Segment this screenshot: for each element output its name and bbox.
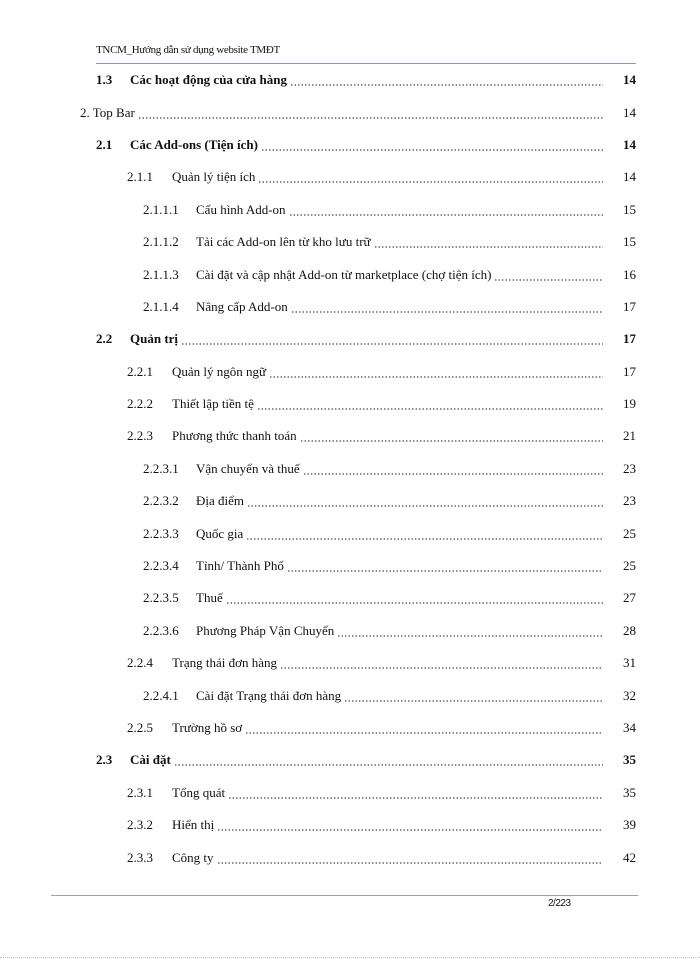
toc-entry[interactable] <box>0 161 700 193</box>
toc-entry[interactable] <box>0 388 700 420</box>
toc-entry[interactable] <box>0 809 700 841</box>
toc-entry-number: 2.3.2 <box>127 817 153 833</box>
dot-leader <box>247 505 603 507</box>
toc-entry-number: 1.3 <box>96 72 113 88</box>
toc-entry[interactable] <box>0 517 700 549</box>
toc-entry-title: Cài đặt <box>130 752 171 768</box>
toc-entry-number: 2.1.1.2 <box>143 234 179 250</box>
toc-entry-title: Vận chuyển và thuế <box>196 460 300 476</box>
toc-entry-number: 2.2.5 <box>127 720 153 735</box>
dot-leader <box>217 862 603 864</box>
toc-entry-title: Cấu hình Add-on <box>196 201 286 217</box>
toc-entry-number: 2.2.3.1 <box>143 460 179 476</box>
toc-entry-title: Quản lý tiện ích <box>172 169 256 185</box>
toc-entry[interactable] <box>0 226 700 258</box>
toc-entry-title: Trạng thái đơn hàng <box>172 655 277 671</box>
dot-leader <box>300 440 603 442</box>
toc-entry-title: Hiển thị <box>172 817 215 833</box>
dot-leader <box>494 279 603 281</box>
toc-entry-title: Các hoạt động của cửa hàng <box>130 72 287 88</box>
toc-entry-number: 2.2.3.3 <box>143 525 179 541</box>
toc-entry[interactable] <box>0 420 700 452</box>
toc-entry-number: 2.2 <box>96 331 113 347</box>
dot-leader <box>280 667 603 669</box>
page-number: 2/223 <box>548 898 571 909</box>
toc-entry-page: 16 <box>623 266 636 282</box>
toc-entry[interactable] <box>0 550 700 582</box>
dot-leader <box>226 602 603 604</box>
dot-leader <box>269 376 603 378</box>
toc-entry-page: 23 <box>623 460 636 476</box>
toc-entry[interactable] <box>0 744 700 776</box>
toc-entry[interactable] <box>0 582 700 614</box>
toc-entry-number: 2.2.3.4 <box>143 558 179 574</box>
toc-entry-page: 42 <box>623 849 636 865</box>
toc-entry-page: 15 <box>623 201 636 217</box>
dot-leader <box>174 764 603 766</box>
toc-entry-number: 2.2.3 <box>127 428 153 444</box>
toc-entry-page: 14 <box>623 104 636 120</box>
dot-leader <box>337 635 603 637</box>
toc-entry[interactable] <box>0 679 700 711</box>
toc-entry-number: 2.3.3 <box>127 849 153 865</box>
toc-entry-title: Tổng quát <box>172 784 226 800</box>
dot-leader <box>344 700 603 702</box>
toc-entry-page: 35 <box>623 752 636 768</box>
toc-entry-number: 2.2.4 <box>127 655 153 671</box>
toc-entry[interactable] <box>0 647 700 679</box>
dot-leader <box>287 570 603 572</box>
toc-entry-number: 2.2.1 <box>127 363 153 379</box>
toc-entry-page: 14 <box>623 72 636 88</box>
toc-entry-page: 31 <box>623 655 636 671</box>
toc-entry-title: Cài đặt Trạng thái đơn hàng <box>196 687 342 703</box>
toc-entry[interactable] <box>0 485 700 517</box>
toc-entry[interactable] <box>0 323 700 355</box>
toc-entry[interactable] <box>0 453 700 485</box>
page-boundary <box>0 957 700 958</box>
toc-entry-number: 2.1.1.4 <box>143 298 179 314</box>
toc-entry-page: 28 <box>623 622 636 638</box>
dot-leader <box>138 117 603 119</box>
toc-entry-number: 2.2.3.6 <box>143 622 179 638</box>
dot-leader <box>257 408 603 410</box>
toc-entry[interactable] <box>0 258 700 290</box>
dot-leader <box>290 84 603 86</box>
toc-entry-title: Cài đặt và cập nhật Add-on từ marketplace (chợ tiện ích) <box>196 266 492 282</box>
table-of-contents <box>0 64 700 874</box>
toc-entry-page: 25 <box>623 525 636 541</box>
toc-entry[interactable] <box>0 841 700 873</box>
toc-entry-page: 35 <box>623 784 636 800</box>
toc-entry-number: 2.1.1.1 <box>143 201 179 217</box>
dot-leader <box>217 829 603 831</box>
dot-leader <box>261 149 603 151</box>
toc-entry-page: 15 <box>623 234 636 250</box>
dot-leader <box>291 311 603 313</box>
dot-leader <box>289 214 603 216</box>
toc-entry[interactable] <box>0 194 700 226</box>
dot-leader <box>303 473 603 475</box>
dot-leader <box>245 732 603 734</box>
toc-entry-number: 2.3 <box>96 752 113 768</box>
toc-entry-title: Phương thức thanh toán <box>172 428 297 444</box>
footer-divider <box>51 895 638 896</box>
toc-entry-title: Tải các Add-on lên từ kho lưu trữ <box>196 234 371 250</box>
toc-entry-page: 32 <box>623 687 636 703</box>
toc-entry-title: Quản lý ngôn ngữ <box>172 363 267 379</box>
toc-entry-number: 2.1.1 <box>127 169 153 185</box>
toc-entry-title: Thuế <box>196 590 223 606</box>
toc-entry-number: 2.2.2 <box>127 396 153 412</box>
toc-entry-title: Tỉnh/ Thành Phố <box>196 558 284 574</box>
toc-entry[interactable] <box>0 64 700 96</box>
toc-entry-page: 25 <box>623 558 636 574</box>
toc-entry-page: 23 <box>623 493 636 509</box>
dot-leader <box>258 181 603 183</box>
toc-entry[interactable] <box>0 291 700 323</box>
dot-leader <box>228 797 603 799</box>
toc-entry-number: 2.2.3.2 <box>143 493 179 509</box>
toc-entry[interactable] <box>0 96 700 128</box>
dot-leader <box>181 343 603 345</box>
toc-entry-page: 34 <box>623 720 636 735</box>
toc-entry-page: 39 <box>623 817 636 833</box>
toc-entry-page: 17 <box>623 363 636 379</box>
dot-leader <box>374 246 603 248</box>
toc-entry[interactable] <box>0 356 700 388</box>
toc-entry-title: Phương Pháp Vận Chuyển <box>196 622 335 638</box>
toc-entry[interactable] <box>0 712 700 744</box>
toc-entry-page: 17 <box>623 331 636 347</box>
toc-entry-page: 27 <box>623 590 636 606</box>
toc-entry-page: 19 <box>623 396 636 412</box>
toc-entry-title: Trường hồ sơ <box>172 720 243 735</box>
toc-entry-number: 2.2.4.1 <box>143 687 179 703</box>
toc-entry[interactable] <box>0 777 700 809</box>
toc-entry-number: 2.1 <box>96 136 113 152</box>
toc-entry-title: Địa điểm <box>196 493 245 509</box>
toc-entry-page: 14 <box>623 136 636 152</box>
toc-entry-title: Nâng cấp Add-on <box>196 298 288 314</box>
toc-entry-title: 2. Top Bar <box>80 104 135 120</box>
toc-entry-title: Quốc gia <box>196 525 244 541</box>
toc-entry-page: 17 <box>623 298 636 314</box>
toc-entry[interactable] <box>0 129 700 161</box>
toc-entry-title: Thiết lập tiền tệ <box>172 396 254 412</box>
toc-entry-title: Công ty <box>172 849 214 865</box>
toc-entry-number: 2.3.1 <box>127 784 153 800</box>
toc-entry[interactable] <box>0 615 700 647</box>
running-header: TNCM_Hướng dẫn sử dụng website TMĐT <box>96 44 280 56</box>
toc-entry-title: Quản trị <box>130 331 179 347</box>
toc-entry-number: 2.1.1.3 <box>143 266 179 282</box>
toc-entry-number: 2.2.3.5 <box>143 590 179 606</box>
toc-entry-title: Các Add-ons (Tiện ích) <box>130 136 258 152</box>
dot-leader <box>246 538 603 540</box>
toc-entry-page: 21 <box>623 428 636 444</box>
toc-entry-page: 14 <box>623 169 636 185</box>
